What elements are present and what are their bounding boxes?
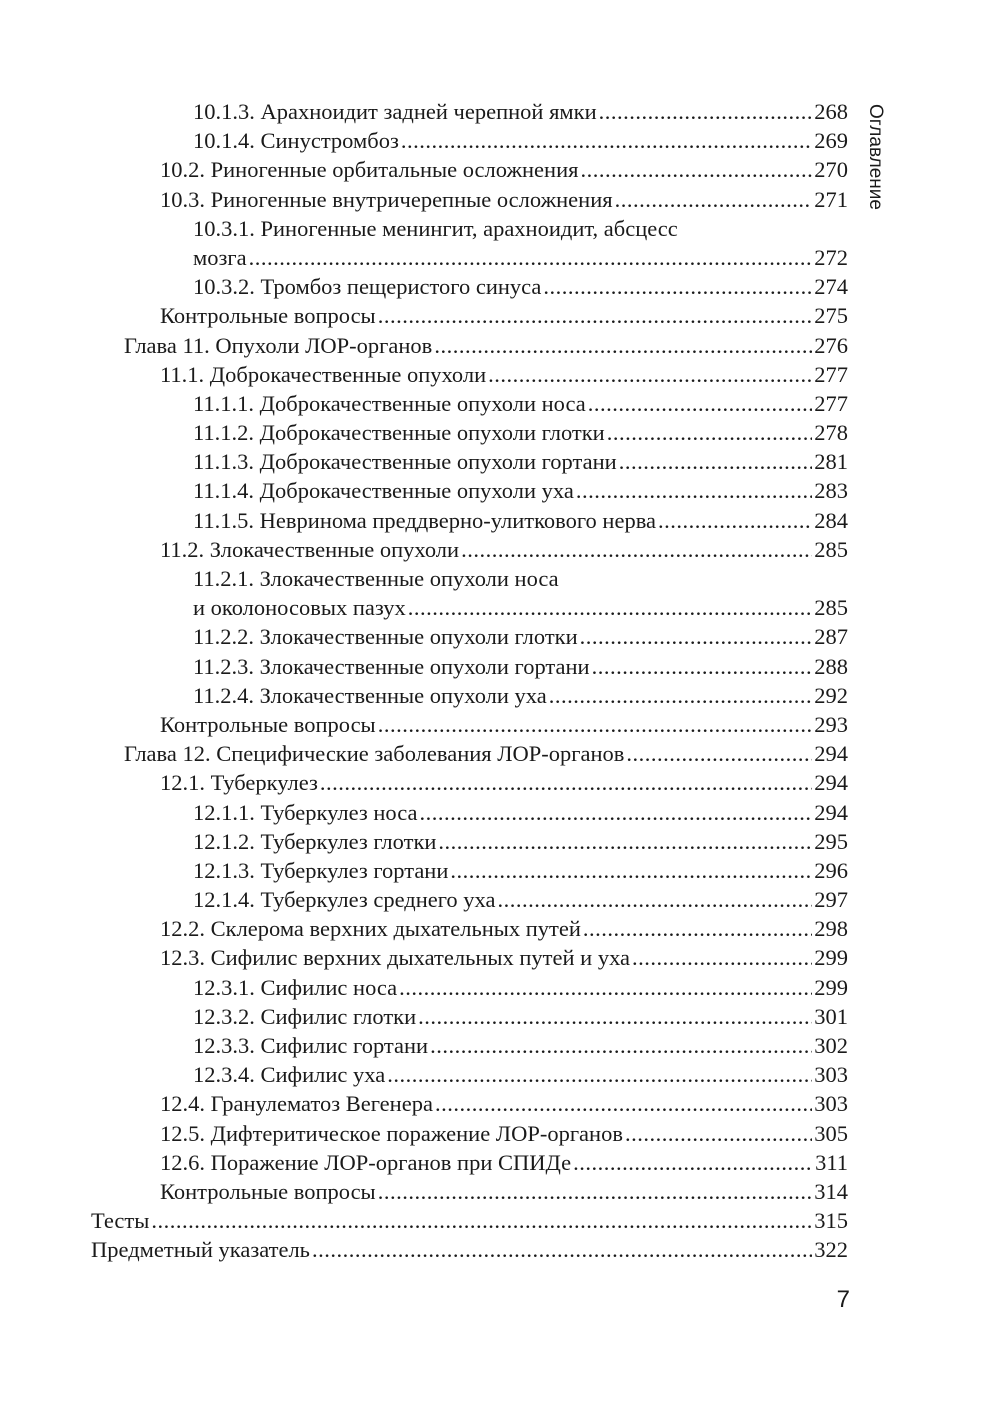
toc-entry-title: 11.2.1. Злокачественные опухоли носа [193,566,559,591]
running-head-text: Оглавление [865,104,886,210]
toc-entry-leader-dots [625,1119,812,1148]
toc-entry[interactable] [0,856,1000,885]
toc-entry[interactable] [0,973,1000,1002]
toc-entry[interactable] [0,301,1000,330]
toc-entry-title: 10.2. Риногенные орбитальные осложнения [160,157,579,183]
toc-entry-page-number: 302 [814,1033,848,1058]
toc-entry-leader-dots [573,1148,813,1177]
toc-entry-leader-dots [249,243,813,272]
toc-entry-page-number: 277 [814,361,848,387]
toc-entry[interactable] [0,652,1000,681]
toc-entry-title: 11.1. Доброкачественные опухоли [160,361,487,387]
toc-entry-title: 11.2.3. Злокачественные опухоли гортани [193,653,590,679]
toc-entry-title: 12.5. Дифтеритическое поражение ЛОР-органов [160,1120,623,1146]
toc-entry[interactable] [0,827,1000,856]
toc-entry[interactable] [0,768,1000,797]
toc-entry-leader-dots [151,1206,812,1235]
toc-entry-leader-dots [599,97,813,126]
toc-entry-leader-dots [408,593,812,622]
toc-entry-page-number: 295 [814,828,848,854]
page-number: 7 [836,1286,850,1313]
toc-entry-page-number: 281 [814,449,848,475]
toc-entry-content [193,622,848,651]
toc-entry[interactable] [0,331,1000,360]
toc-entry-title: 12.1.3. Туберкулез гортани [193,857,449,883]
toc-entry-page-number: 276 [814,332,848,358]
toc-entry-content [160,360,848,389]
toc-entry-page-number: 285 [814,536,848,562]
toc-entry-content [193,272,848,301]
toc-entry-page-number: 272 [814,244,848,270]
toc-entry[interactable] [0,447,1000,476]
toc-entry-content [193,827,848,856]
toc-entry-title: 10.3.1. Риногенные менингит, арахноидит, абсцесс [193,215,678,241]
toc-entry-page-number: 298 [814,916,848,942]
toc-entry-page-number: 301 [814,1003,848,1029]
toc-entry-leader-dots [658,506,812,535]
toc-entry-leader-dots [387,1060,812,1089]
toc-entry-leader-dots [549,681,813,710]
toc-entry-page-number: 270 [814,157,848,183]
toc-entry-leader-dots [435,1089,812,1118]
toc-entry-content [193,418,848,447]
toc-entry-leader-dots [580,155,812,184]
toc-entry-content [193,564,848,593]
toc-entry-content [160,1089,848,1118]
toc-entry-page-number: 296 [814,857,848,883]
toc-entry[interactable] [0,360,1000,389]
toc-entry-page-number: 283 [814,478,848,504]
toc-entry-leader-dots [580,622,813,651]
toc-entry-content [193,652,848,681]
toc-entry-leader-dots [434,331,812,360]
toc-entry-title: 12.3.1. Сифилис носа [193,974,398,1000]
toc-entry-title: 12.3.4. Сифилис уха [193,1062,386,1088]
toc-entry-leader-dots [418,1002,812,1031]
toc-entry-content [193,126,848,155]
toc-entry-leader-dots [576,476,812,505]
toc-entry-page-number: 299 [814,945,848,971]
toc-entry-content [160,710,848,739]
toc-entry-page-number: 299 [814,974,848,1000]
toc-entry-content [193,856,848,885]
toc-entry-content [160,535,848,564]
toc-entry-title: 12.1.2. Туберкулез глотки [193,828,437,854]
toc-entry[interactable] [0,914,1000,943]
toc-entry-title: 11.1.2. Доброкачественные опухоли глотки [193,420,605,446]
toc-entry-page-number: 274 [814,274,848,300]
toc-entry-leader-dots [378,1177,813,1206]
toc-entry-title: 12.1.4. Туберкулез среднего уха [193,887,496,913]
toc-entry[interactable] [0,622,1000,651]
toc-entry-leader-dots [632,943,812,972]
toc-entry-title: Контрольные вопросы [160,711,376,737]
toc-entry-content [193,97,848,126]
toc-entry-title: 12.1.1. Туберкулез носа [193,799,418,825]
toc-entry-leader-dots [543,272,812,301]
toc-entry-title: 12.3. Сифилис верхних дыхательных путей и уха [160,945,631,971]
toc-entry-title: 11.1.3. Доброкачественные опухоли гортани [193,449,617,475]
toc-entry-title: 11.2. Злокачественные опухоли [160,536,460,562]
toc-entry-content [124,739,848,768]
toc-entry-title: 12.6. Поражение ЛОР-органов при СПИДе [160,1149,572,1175]
toc-entry-page-number: 288 [814,653,848,679]
toc-entry-page-number: 297 [814,887,848,913]
toc-entry-content [160,1119,848,1148]
toc-entry-leader-dots [430,1031,812,1060]
toc-entry[interactable] [0,535,1000,564]
toc-entry[interactable] [0,1089,1000,1118]
toc-entry-page-number: 294 [814,799,848,825]
toc-entry-content [193,243,848,272]
toc-entry[interactable] [0,272,1000,301]
toc-entry-title: 12.2. Склерома верхних дыхательных путей [160,916,581,942]
toc-entry[interactable] [0,1148,1000,1177]
toc-entry-page-number: 315 [814,1208,848,1234]
toc-entry[interactable] [0,1002,1000,1031]
toc-entry-page-number: 292 [814,682,848,708]
toc-entry-content [193,1002,848,1031]
toc-entry-content [193,1060,848,1089]
toc-entry-title: 12.1. Туберкулез [160,770,318,796]
toc-entry[interactable] [0,418,1000,447]
toc-entry-title: 11.1.1. Доброкачественные опухоли носа [193,390,586,416]
toc-entry-content [193,593,848,622]
toc-entry[interactable] [0,710,1000,739]
toc-entry-title: и околоносовых пазух [193,595,406,621]
toc-entry[interactable] [0,155,1000,184]
toc-entry-content [193,447,848,476]
toc-entry-leader-dots [619,447,813,476]
toc-entry-leader-dots [399,973,812,1002]
toc-entry-page-number: 275 [814,303,848,329]
toc-entry-page-number: 284 [814,507,848,533]
toc-entry-title: 11.2.4. Злокачественные опухоли уха [193,682,547,708]
toc-entry-content [193,214,848,243]
toc-entry[interactable] [0,1235,1000,1264]
toc-entry-leader-dots [312,1235,812,1264]
toc-entry-title: 12.4. Гранулематоз Вегенера [160,1091,433,1117]
toc-entry-page-number: 303 [814,1062,848,1088]
toc-entry-leader-dots [378,301,813,330]
toc-entry-page-number: 271 [814,186,848,212]
toc-entry[interactable] [0,1060,1000,1089]
toc-entry-title: 11.1.5. Невринома преддверно-улиткового нерва [193,507,657,533]
toc-entry-content [193,506,848,535]
toc-entry-title: мозга [193,244,247,270]
toc-entry-leader-dots [378,710,813,739]
toc-entry-leader-dots [497,885,812,914]
toc-entry[interactable] [0,1031,1000,1060]
toc-entry-leader-dots [461,535,812,564]
toc-entry-content [160,301,848,330]
toc-entry[interactable] [0,885,1000,914]
toc-entry-leader-dots [438,827,812,856]
toc-entry[interactable] [0,943,1000,972]
toc-entry-content [124,331,848,360]
toc-entry[interactable] [0,243,1000,272]
toc-entry[interactable] [0,389,1000,418]
toc-entry-title: Глава 11. Опухоли ЛОР-органов [124,332,433,358]
toc-entry-title: Глава 12. Специфические заболевания ЛОР-органов [124,741,625,767]
toc-entry-title: Тесты [91,1208,150,1234]
toc-entry[interactable] [0,1177,1000,1206]
toc-entry-leader-dots [450,856,812,885]
table-of-contents [0,97,1000,1265]
toc-entry-title: Контрольные вопросы [160,1178,376,1204]
toc-entry[interactable] [0,476,1000,505]
toc-entry-leader-dots [320,768,812,797]
toc-entry-leader-dots [488,360,812,389]
toc-entry[interactable] [0,739,1000,768]
toc-entry-title: 10.3. Риногенные внутричерепные осложнения [160,186,613,212]
toc-entry-page-number: 277 [814,390,848,416]
toc-entry-content [160,155,848,184]
toc-entry-page-number: 314 [814,1178,848,1204]
toc-entry[interactable] [0,506,1000,535]
toc-entry-title: Предметный указатель [91,1237,310,1263]
toc-entry-leader-dots [583,914,812,943]
toc-entry-content [193,681,848,710]
toc-entry-leader-dots [588,389,813,418]
toc-entry-leader-dots [615,185,813,214]
toc-entry-title: 11.1.4. Доброкачественные опухоли уха [193,478,574,504]
toc-entry-title: 11.2.2. Злокачественные опухоли глотки [193,624,578,650]
toc-entry-content [193,973,848,1002]
toc-entry[interactable] [0,1119,1000,1148]
toc-entry-page-number: 293 [814,711,848,737]
toc-entry-content [193,885,848,914]
toc-entry[interactable] [0,214,1000,243]
toc-entry-leader-dots [607,418,813,447]
toc-entry-page-number: 294 [814,770,848,796]
toc-entry-title: 10.1.3. Арахноидит задней черепной ямки [193,99,597,124]
toc-entry-content [160,185,848,214]
toc-entry-title: 10.1.4. Синустромбоз [193,128,399,154]
toc-entry[interactable] [0,798,1000,827]
toc-entry-page-number: 305 [814,1120,848,1146]
toc-entry-content [193,476,848,505]
toc-entry-title: Контрольные вопросы [160,303,376,329]
toc-entry-content [91,1206,848,1235]
toc-entry-content [160,943,848,972]
toc-entry-content [160,914,848,943]
toc-entry-page-number: 311 [815,1149,848,1175]
toc-entry[interactable] [0,1206,1000,1235]
toc-entry-leader-dots [419,798,812,827]
toc-entry[interactable] [0,681,1000,710]
toc-entry[interactable] [0,185,1000,214]
toc-entry-page-number: 268 [814,99,848,124]
toc-entry-content [160,1148,848,1177]
toc-entry-page-number: 287 [814,624,848,650]
toc-entry-page-number: 303 [814,1091,848,1117]
toc-entry-page-number: 278 [814,420,848,446]
toc-entry-page-number: 285 [814,595,848,621]
toc-entry-content [160,1177,848,1206]
toc-entry[interactable] [0,126,1000,155]
toc-entry-content [160,768,848,797]
toc-entry-leader-dots [592,652,813,681]
toc-entry-content [193,1031,848,1060]
toc-entry-title: 12.3.2. Сифилис глотки [193,1003,417,1029]
toc-entry-leader-dots [626,739,812,768]
toc-entry-page-number: 294 [814,741,848,767]
toc-entry-page-number: 322 [814,1237,848,1263]
toc-entry[interactable] [0,593,1000,622]
toc-entry-title: 10.3.2. Тромбоз пещеристого синуса [193,274,542,300]
toc-entry-title: 12.3.3. Сифилис гортани [193,1033,429,1058]
toc-entry-leader-dots [401,126,812,155]
toc-entry-content [193,389,848,418]
toc-entry-page-number: 269 [814,128,848,154]
toc-entry[interactable] [0,97,1000,126]
toc-entry-content [91,1235,848,1264]
toc-entry-content [193,798,848,827]
toc-entry[interactable] [0,564,1000,593]
